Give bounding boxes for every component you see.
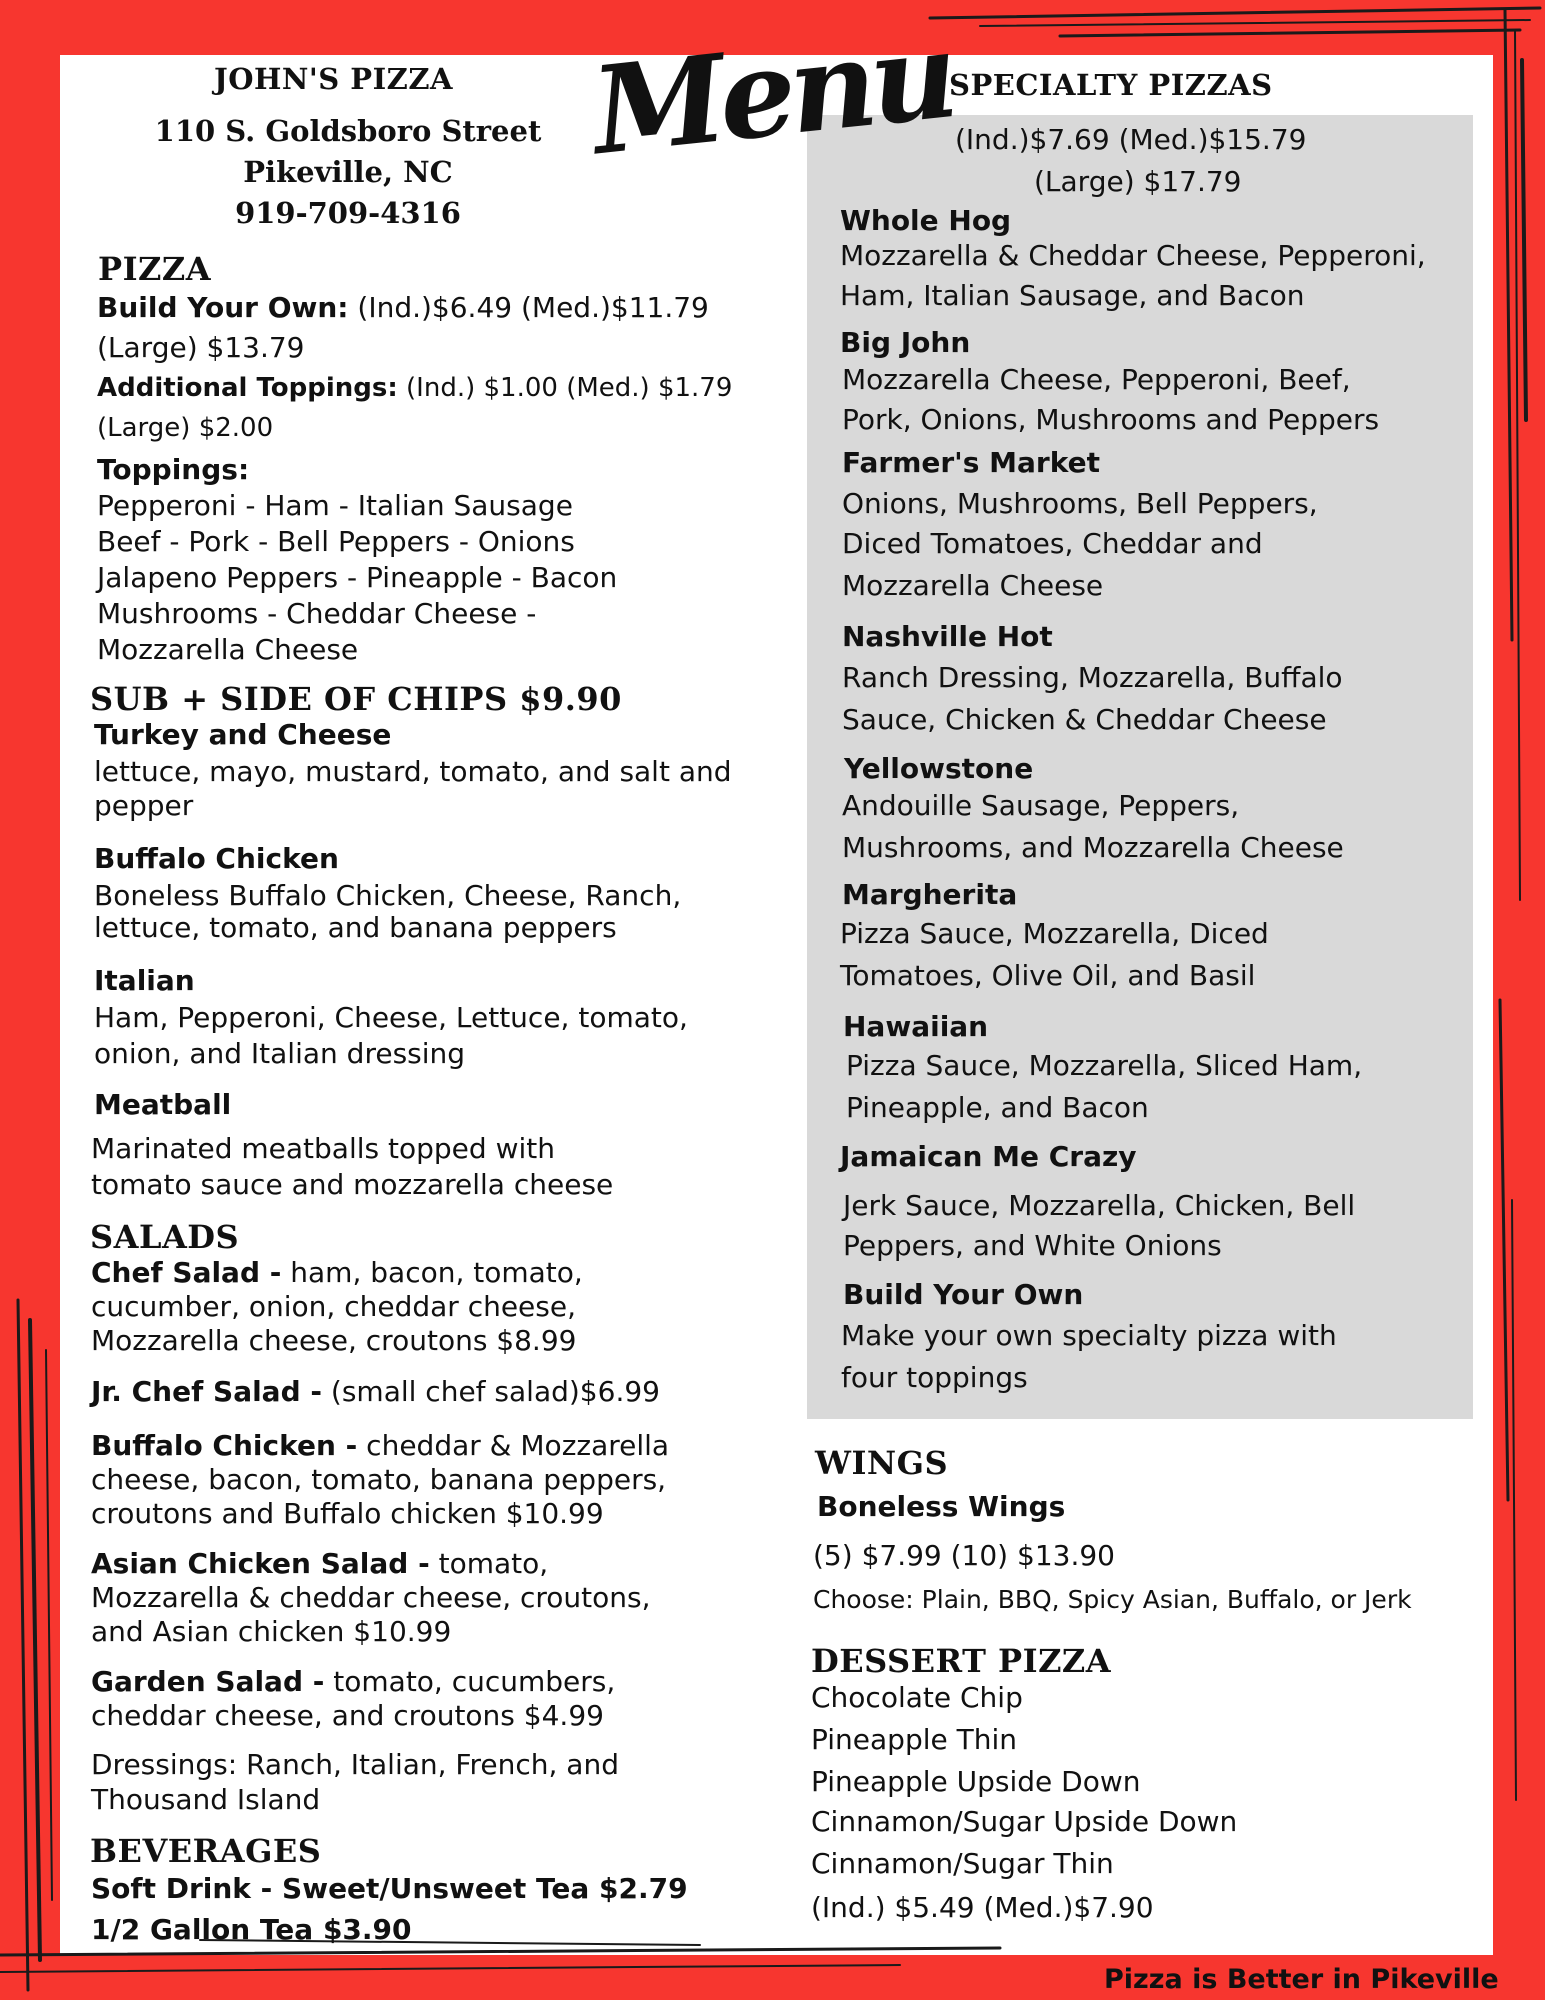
salad-item	[91, 1428, 669, 1464]
dessert-item: Pineapple Upside Down	[811, 1765, 1141, 1798]
salad-item-name: Garden Salad -	[91, 1665, 325, 1698]
specialty-item-desc: Mushrooms, and Mozzarella Cheese	[842, 831, 1344, 864]
specialty-item-desc: Make your own specialty pizza with	[841, 1319, 1337, 1352]
specialty-item-name: Hawaiian	[843, 1010, 989, 1043]
salad-item-desc: Mozzarella cheese, croutons $8.99	[91, 1324, 577, 1357]
build-your-own-label: Build Your Own:	[97, 291, 349, 324]
salad-item	[91, 1255, 583, 1291]
specialty-item-name: Whole Hog	[840, 204, 1012, 237]
sub-item-desc: Marinated meatballs topped with	[91, 1132, 555, 1165]
salad-item-desc: cheddar & Mozzarella	[357, 1429, 670, 1462]
wings-section-title: WINGS	[815, 1444, 949, 1482]
specialty-item-name: Nashville Hot	[842, 620, 1053, 653]
dressings-line: Thousand Island	[91, 1783, 321, 1816]
beverage-line: 1/2 Gallon Tea $3.90	[91, 1913, 412, 1946]
specialty-item-desc: Mozzarella Cheese, Pepperoni, Beef,	[842, 363, 1351, 396]
sub-item-desc: Ham, Pepperoni, Cheese, Lettuce, tomato,	[94, 1001, 688, 1034]
sub-item-desc: onion, and Italian dressing	[94, 1037, 466, 1070]
wings-item-name: Boneless Wings	[817, 1490, 1066, 1523]
specialty-item-desc: Ranch Dressing, Mozzarella, Buffalo	[842, 661, 1343, 694]
specialty-item-desc: Diced Tomatoes, Cheddar and	[842, 527, 1263, 560]
build-your-own-large-price: (Large) $13.79	[97, 331, 305, 364]
salad-item-desc: tomato,	[429, 1547, 549, 1580]
dessert-item: Cinnamon/Sugar Upside Down	[811, 1805, 1238, 1838]
salad-item-desc: (small chef salad)$6.99	[322, 1375, 660, 1408]
additional-toppings-prices: (Ind.) $1.00 (Med.) $1.79	[406, 373, 733, 403]
specialty-item-desc: Peppers, and White Onions	[843, 1229, 1222, 1262]
specialty-item-desc: Mozzarella Cheese	[842, 569, 1104, 602]
specialty-item-desc: Jerk Sauce, Mozzarella, Chicken, Bell	[843, 1189, 1356, 1222]
specialty-item-name: Margherita	[842, 878, 1018, 911]
beverage-line: Soft Drink - Sweet/Unsweet Tea $2.79	[91, 1872, 688, 1905]
dessert-item: Cinnamon/Sugar Thin	[811, 1847, 1114, 1880]
sub-item-name: Italian	[94, 964, 195, 997]
salad-item-desc: cheddar cheese, and croutons $4.99	[91, 1699, 604, 1732]
specialty-section-title: SPECIALTY PIZZAS	[949, 68, 1273, 102]
salad-item-name: Asian Chicken Salad -	[91, 1547, 430, 1580]
restaurant-phone[interactable]: 919-709-4316	[235, 196, 461, 230]
sub-item-desc: Boneless Buffalo Chicken, Cheese, Ranch,	[94, 879, 682, 912]
specialty-item-desc: Pineapple, and Bacon	[846, 1091, 1149, 1124]
toppings-label: Toppings:	[97, 453, 250, 486]
dressings-line: Dressings: Ranch, Italian, French, and	[91, 1748, 619, 1781]
specialty-item-desc: Andouille Sausage, Peppers,	[842, 789, 1240, 822]
specialty-item-desc: Pizza Sauce, Mozzarella, Sliced Ham,	[846, 1049, 1363, 1082]
restaurant-name: JOHN'S PIZZA	[214, 62, 454, 96]
specialty-item-desc: Onions, Mushrooms, Bell Peppers,	[842, 487, 1318, 520]
additional-toppings-large-price: (Large) $2.00	[97, 413, 274, 443]
salad-item-desc: croutons and Buffalo chicken $10.99	[91, 1497, 604, 1530]
salad-item-name: Jr. Chef Salad -	[91, 1375, 322, 1408]
dessert-item: Chocolate Chip	[811, 1681, 1023, 1714]
specialty-item-desc: Pork, Onions, Mushrooms and Peppers	[842, 403, 1380, 436]
pizza-section-title: PIZZA	[98, 250, 212, 288]
salad-item-desc: ham, bacon, tomato,	[281, 1256, 583, 1289]
sub-item-desc: lettuce, tomato, and banana peppers	[94, 911, 617, 944]
sub-item-name: Buffalo Chicken	[94, 842, 339, 875]
specialty-prices: (Ind.)$7.69 (Med.)$15.79	[955, 123, 1307, 156]
salad-item-desc: cucumber, onion, cheddar cheese,	[91, 1290, 576, 1323]
menu-title-script: Menu	[586, 4, 959, 183]
toppings-line: Pepperoni - Ham - Italian Sausage	[97, 489, 573, 522]
build-your-own-prices: (Ind.)$6.49 (Med.)$11.79	[357, 291, 709, 324]
sub-item-name: Turkey and Cheese	[94, 718, 392, 751]
specialty-item-name: Big John	[840, 326, 971, 359]
additional-toppings-line	[97, 370, 732, 406]
build-your-own-line	[97, 290, 709, 326]
specialty-item-name: Jamaican Me Crazy	[840, 1140, 1137, 1173]
salads-section-title: SALADS	[90, 1218, 240, 1256]
restaurant-address: 110 S. Goldsboro Street	[154, 114, 542, 148]
restaurant-city: Pikeville, NC	[243, 155, 453, 189]
additional-toppings-label: Additional Toppings:	[97, 373, 398, 403]
specialty-prices: (Large) $17.79	[1034, 165, 1242, 198]
wings-prices: (5) $7.99 (10) $13.90	[813, 1539, 1115, 1572]
salad-item-desc: Mozzarella & cheddar cheese, croutons,	[91, 1581, 651, 1614]
specialty-item-name: Farmer's Market	[842, 446, 1100, 479]
dessert-section-title: DESSERT PIZZA	[811, 1642, 1112, 1680]
toppings-line: Mozzarella Cheese	[97, 633, 359, 666]
salad-item-desc: tomato, cucumbers,	[324, 1665, 616, 1698]
footer-tagline: Pizza is Better in Pikeville	[1104, 1964, 1499, 1995]
sub-item-desc: pepper	[94, 789, 194, 822]
sub-item-name: Meatball	[94, 1088, 232, 1121]
sub-item-desc: lettuce, mayo, mustard, tomato, and salt and	[94, 755, 732, 788]
subs-section-title: SUB + SIDE OF CHIPS $9.90	[90, 680, 622, 718]
sub-item-desc: tomato sauce and mozzarella cheese	[91, 1168, 614, 1201]
toppings-line: Jalapeno Peppers - Pineapple - Bacon	[97, 561, 618, 594]
specialty-item-name: Build Your Own	[843, 1278, 1084, 1311]
specialty-item-desc: Ham, Italian Sausage, and Bacon	[840, 279, 1305, 312]
salad-item	[91, 1664, 615, 1700]
specialty-item-desc: four toppings	[841, 1361, 1028, 1394]
salad-item-desc: cheese, bacon, tomato, banana peppers,	[91, 1463, 667, 1496]
salad-item	[91, 1374, 660, 1410]
salad-item-name: Chef Salad -	[91, 1256, 282, 1289]
toppings-line: Beef - Pork - Bell Peppers - Onions	[97, 525, 575, 558]
salad-item-desc: and Asian chicken $10.99	[91, 1615, 452, 1648]
dessert-prices: (Ind.) $5.49 (Med.)$7.90	[811, 1891, 1154, 1924]
specialty-item-desc: Pizza Sauce, Mozzarella, Diced	[840, 917, 1269, 950]
specialty-item-desc: Mozzarella & Cheddar Cheese, Pepperoni,	[840, 239, 1426, 272]
specialty-item-desc: Tomatoes, Olive Oil, and Basil	[840, 959, 1256, 992]
salad-item	[91, 1546, 548, 1582]
beverages-section-title: BEVERAGES	[90, 1832, 322, 1870]
wings-choose: Choose: Plain, BBQ, Spicy Asian, Buffalo, or Jerk	[813, 1585, 1412, 1614]
dessert-item: Pineapple Thin	[811, 1723, 1018, 1756]
salad-item-name: Buffalo Chicken -	[91, 1429, 358, 1462]
specialty-item-name: Yellowstone	[844, 752, 1034, 785]
specialty-item-desc: Sauce, Chicken & Cheddar Cheese	[842, 703, 1327, 736]
toppings-line: Mushrooms - Cheddar Cheese -	[97, 597, 537, 630]
